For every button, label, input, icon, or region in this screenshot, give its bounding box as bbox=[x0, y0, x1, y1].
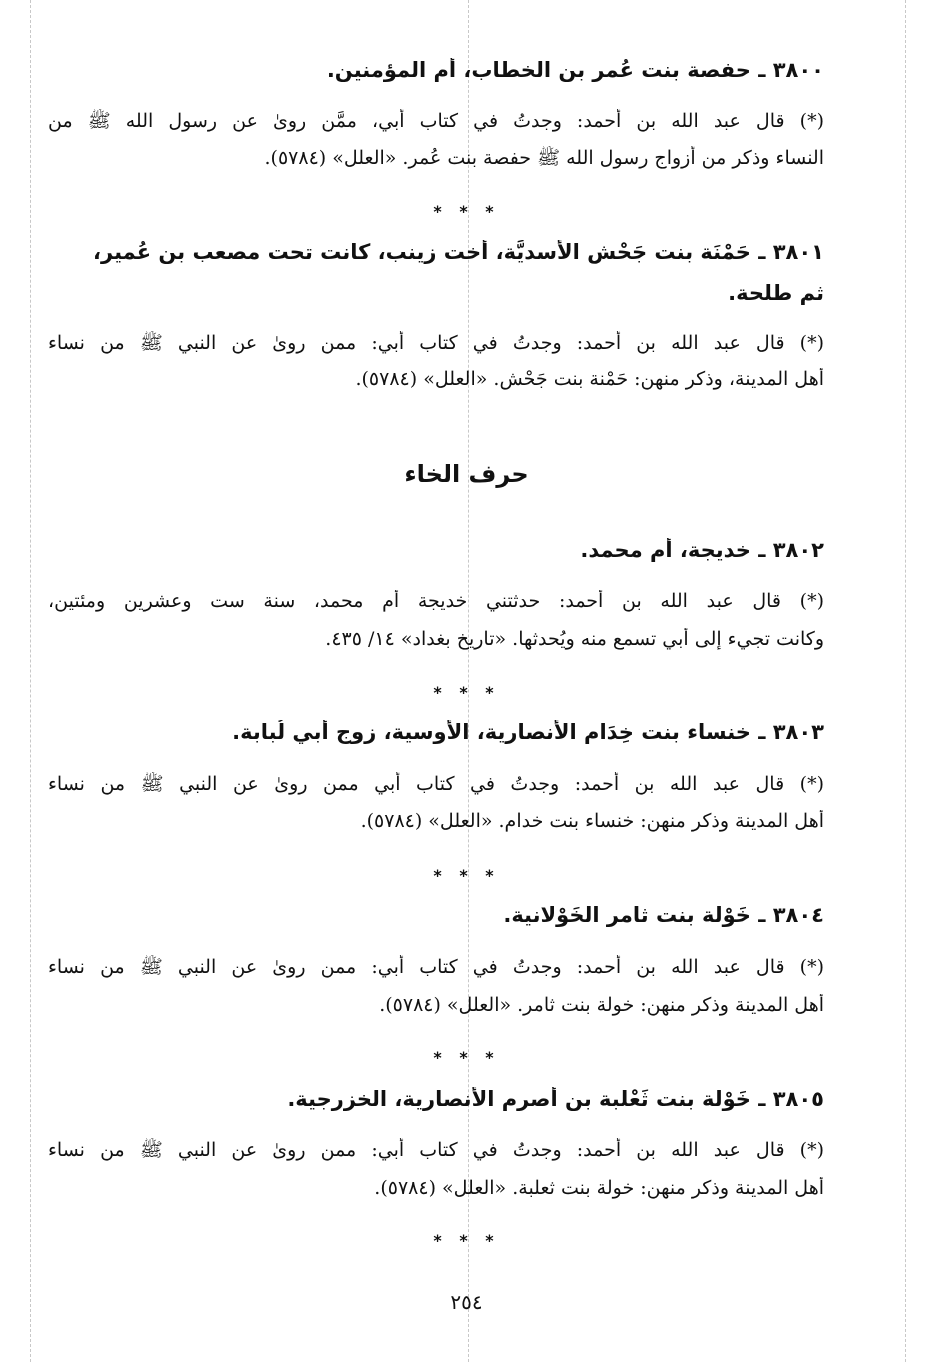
page-number: ٢٥٤ bbox=[450, 1290, 483, 1314]
separator-stars: * * * bbox=[433, 866, 500, 885]
entry-title: ٣٨٠٢ ـ خديجة، أُم محمد. bbox=[580, 538, 824, 562]
entry-body-line: (*) قال عبد الله بن أَحمد: وجدتُ في كتاب أَبي ممن روىٰ عن النبي ﷺ من نساء bbox=[48, 773, 824, 795]
entry-body-line: النساء وذكر من أزواج رسول الله ﷺ حفصة بنت عُمر. «العلل» (٥٧٨٤). bbox=[264, 147, 824, 169]
separator-stars: * * * bbox=[433, 202, 500, 221]
entry-body-line: (*) قال عبد الله بن أَحمد: وجدتُ في كتاب أَبي: ممن روىٰ عن النبي ﷺ من نساء bbox=[48, 1139, 824, 1161]
entry-body-line: (*) قال عبد الله بن أَحمد: وجدتُ في كتاب أَبي، ممَّن روىٰ عن رسول الله ﷺ من bbox=[48, 110, 824, 132]
entry-title: ٣٨٠٥ ـ خَوْلة بنت ثَعْلبة بن أَصرم الأَنصارية، الخزرجية. bbox=[287, 1087, 824, 1111]
entry-body-line: وكانت تجيء إِلى أَبي تسمع منه ويُحدثها. «تاريخ بغداد» ١٤/ ٤٣٥. bbox=[325, 628, 824, 650]
entry-body-line: أَهل المدينة وذكر منهن: خولة بنت ثعلبة. «العلل» (٥٧٨٤). bbox=[374, 1177, 824, 1199]
entry-body-line: (*) قال عبد الله بن أَحمد: وجدتُ في كتاب أَبي: ممن روىٰ عن النبي ﷺ من نساء bbox=[48, 956, 824, 978]
entry-body-line: (*) قال عبد الله بن أَحمد: حدثتني خديجة أُم محمد، سنة ست وعشرين ومئتين، bbox=[48, 590, 824, 612]
entry-title: ٣٨٠٤ ـ خَوْلة بنت ثامر الخَوْلانية. bbox=[503, 903, 824, 927]
entry-body-line: أَهل المدينة، وذكر منهن: حَمْنة بنت جَحْش. «العلل» (٥٧٨٤). bbox=[355, 368, 824, 390]
entry-title: ٣٨٠٣ ـ خنساء بنت خِدَام الأَنصارية، الأَوسية، زوج أَبي لُبابة. bbox=[232, 720, 824, 744]
entry-body-line: أَهل المدينة وذكر منهن: خولة بنت ثامر. «العلل» (٥٧٨٤). bbox=[379, 994, 824, 1016]
entry-title: ثم طلحة. bbox=[728, 281, 824, 305]
separator-stars: * * * bbox=[433, 683, 500, 702]
entry-title: ٣٨٠١ ـ حَمْنَة بنت جَحْش الأَسديَّة، أُخت زينب، كانت تحت مصعب بن عُمير، bbox=[93, 240, 824, 264]
section-heading: حرف الخاء bbox=[404, 460, 529, 488]
separator-stars: * * * bbox=[433, 1231, 500, 1250]
entry-body-line: (*) قال عبد الله بن أَحمد: وجدتُ في كتاب أَبي: ممن روىٰ عن النبي ﷺ من نساء bbox=[48, 332, 824, 354]
separator-stars: * * * bbox=[433, 1048, 500, 1067]
entry-body-line: أَهل المدينة وذكر منهن: خنساء بنت خدام. «العلل» (٥٧٨٤). bbox=[360, 810, 824, 832]
entry-title: ٣٨٠٠ ـ حفصة بنت عُمر بن الخطاب، أم المؤمنين. bbox=[326, 58, 824, 82]
